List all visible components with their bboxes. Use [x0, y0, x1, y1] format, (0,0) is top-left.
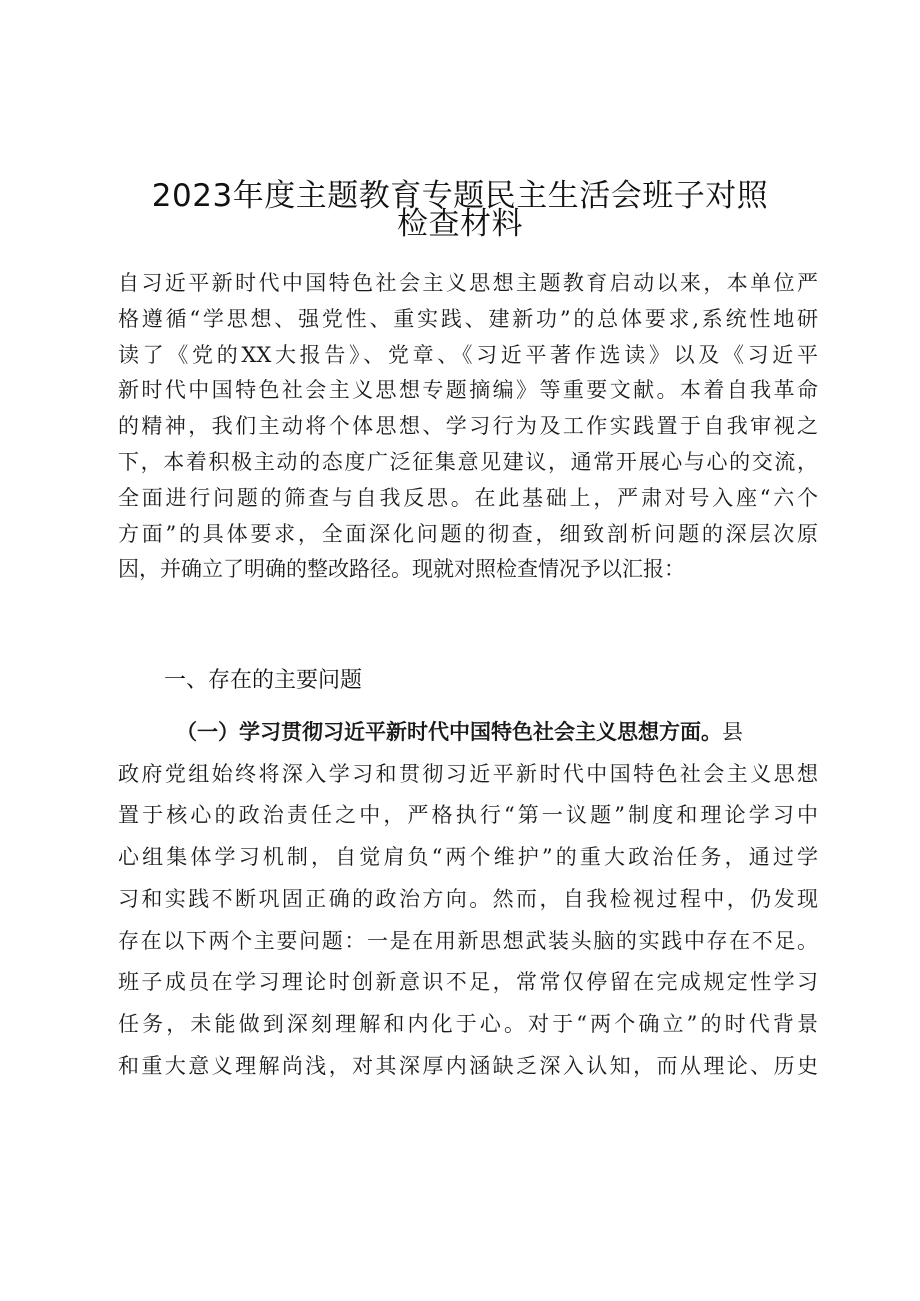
document-title-line2: 检查材料 — [397, 206, 523, 242]
intro-line: 新时代中国特色社会主义思想专题摘编》等重要文献。本着自我革命 — [118, 378, 818, 403]
intro-line: 下，本着积极主动的态度广泛征集意见建议，通常开展心与心的交流， — [118, 449, 818, 474]
subsection-title: （一）学习贯彻习近平新时代中国特色社会主义思想方面。 — [176, 719, 722, 744]
intro-line: 全面进行问题的筛查与自我反思。在此基础上，严肃对号入座“六个 — [118, 485, 818, 510]
subsection-line: 存在以下两个主要问题：一是在用新思想武装头脑的实践中存在不足。 — [118, 928, 818, 953]
subsection-first-line-tail: 县 — [722, 720, 743, 744]
intro-line: 方面”的具体要求，全面深化问题的彻查，细致剖析问题的深层次原 — [118, 521, 818, 546]
subsection-paragraph — [118, 711, 818, 1087]
document-title-line1: 2023年度主题教育专题民主生活会班子对照 — [151, 178, 769, 214]
intro-line: 格遵循“学思想、强党性、重实践、建新功”的总体要求,系统性地研 — [118, 306, 818, 331]
intro-line: 因，并确立了明确的整改路径。现就对照检查情况予以汇报： — [118, 557, 685, 582]
intro-line: 的精神，我们主动将个体思想、学习行为及工作实践置于自我审视之 — [118, 414, 818, 439]
intro-line: 自习近平新时代中国特色社会主义思想主题教育启动以来，本单位严 — [118, 271, 818, 295]
subsection-line: 习和实践不断巩固正确的政治方向。然而，自我检视过程中，仍发现 — [118, 886, 818, 911]
intro-line: 读了《党的XX大报告》、党章、《习近平著作选读》以及《习近平 — [118, 342, 818, 367]
subsection-line: 班子成员在学习理论时创新意识不足，常常仅停留在完成规定性学习 — [118, 970, 818, 995]
subsection-line: 政府党组始终将深入学习和贯彻习近平新时代中国特色社会主义思想 — [118, 761, 818, 786]
subsection-first-line — [118, 711, 818, 754]
intro-paragraph — [118, 266, 818, 588]
subsection-line: 任务，未能做到深刻理解和内化于心。对于“两个确立”的时代背景 — [118, 1011, 818, 1036]
subsection-line: 和重大意义理解尚浅，对其深厚内涵缺乏深入认知，而从理论、历史 — [118, 1053, 818, 1078]
subsection-line: 心组集体学习机制，自觉肩负“两个维护”的重大政治任务，通过学 — [118, 845, 818, 870]
subsection-line: 置于核心的政治责任之中，严格执行“第一议题”制度和理论学习中 — [118, 803, 818, 828]
section-heading: 一、存在的主要问题 — [164, 668, 363, 693]
